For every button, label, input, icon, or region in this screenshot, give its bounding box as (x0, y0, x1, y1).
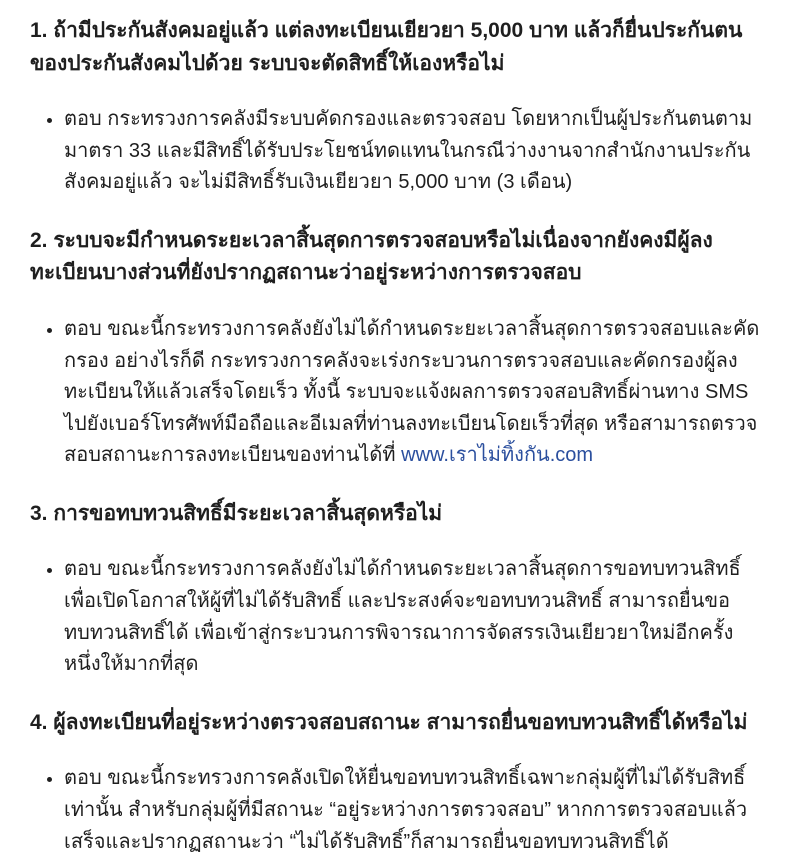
faq-section-1 (30, 15, 766, 199)
faq-section-4 (30, 707, 766, 858)
rao-mai-ting-gun-link[interactable]: www.เราไม่ทิ้งกัน.com (401, 444, 594, 467)
faq-answer-3 (64, 554, 766, 680)
faq-answer-list-1 (30, 104, 766, 199)
faq-answer-2-text: ตอบ ขณะนี้กระทรวงการคลังยังไม่ได้กำหนดระยะเวลาสิ้นสุดการตรวจสอบและคัดกรอง อย่างไรก็ดี กระทรวงการคลังจะเร่งกระบวนการตรวจสอบและคัดกรองผู้ลงทะเบียนให้แล้วเสร็จโดยเร็ว ทั้งนี้ ระบบจะแจ้งผลการตรวจสอบสิทธิ์ผ่านทาง SMS ไปยังเบอร์โทรศัพท์มือถือและอีเมลที่ท่านลงทะเบียนโดยเร็วที่สุด หรือสามารถตรวจสอบสถานะการลงทะเบียนของท่านได้ที่ (64, 317, 760, 467)
faq-answer-4 (64, 763, 766, 858)
faq-question-2: 2. ระบบจะมีกำหนดระยะเวลาสิ้นสุดการตรวจสอบหรือไม่เนื่องจากยังคงมีผู้ลงทะเบียนบางส่วนที่ยังปรากฏสถานะว่าอยู่ระหว่างการตรวจสอบ (30, 228, 713, 285)
faq-answer-list-4 (30, 763, 766, 858)
faq-answer-2 (64, 314, 766, 472)
faq-question-1: 1. ถ้ามีประกันสังคมอยู่แล้ว แต่ลงทะเบียนเยียวยา 5,000 บาท แล้วก็ยื่นประกันตนของประกันสังคมไปด้วย ระบบจะตัดสิทธิ์ให้เองหรือไม่ (30, 19, 743, 75)
faq-answer-list-2 (30, 314, 766, 472)
faq-answer-4-text: ตอบ ขณะนี้กระทรวงการคลังเปิดให้ยื่นขอทบทวนสิทธิ์เฉพาะกลุ่มผู้ที่ไม่ได้รับสิทธิ์เท่านั้น สำหรับกลุ่มผู้ที่มีสถานะ “อยู่ระหว่างการตรวจสอบ” หากการตรวจสอบแล้วเสร็จและปรากฏสถานะว่า “ไม่ได้รับสิทธิ์”ก็สามารถยื่นขอทบทวนสิทธิ์ได้ (64, 767, 748, 853)
faq-answer-3-text: ตอบ ขณะนี้กระทรวงการคลังยังไม่ได้กำหนดระยะเวลาสิ้นสุดการขอทบทวนสิทธิ์ เพื่อเปิดโอกาสให้ผู้ที่ไม่ได้รับสิทธิ์ และประสงค์จะขอทบทวนสิทธิ์ สามารถยื่นขอทบทวนสิทธิ์ได้ เพื่อเข้าสู่กระบวนการพิจารณาการจัดสรรเงินเยียวยาใหม่อีกครั้งหนึ่งให้มากที่สุด (64, 558, 741, 676)
faq-answer-1 (64, 104, 766, 199)
faq-question-4: 4. ผู้ลงทะเบียนที่อยู่ระหว่างตรวจสอบสถานะ สามารถยื่นขอทบทวนสิทธิ์ได้หรือไม่ (30, 710, 748, 734)
faq-question-3: 3. การขอทบทวนสิทธิ์มีระยะเวลาสิ้นสุดหรือไม่ (30, 501, 443, 525)
faq-answer-1-text: ตอบ กระทรวงการคลังมีระบบคัดกรองและตรวจสอบ โดยหากเป็นผู้ประกันตนตามมาตรา 33 และมีสิทธิ์ได้รับประโยชน์ทดแทนในกรณีว่างงานจากสำนักงานประกันสังคมอยู่แล้ว จะไม่มีสิทธิ์รับเงินเยียวยา 5,000 บาท (3 เดือน) (64, 108, 753, 194)
faq-answer-list-3 (30, 554, 766, 680)
faq-section-3 (30, 498, 766, 681)
faq-section-2 (30, 225, 766, 472)
